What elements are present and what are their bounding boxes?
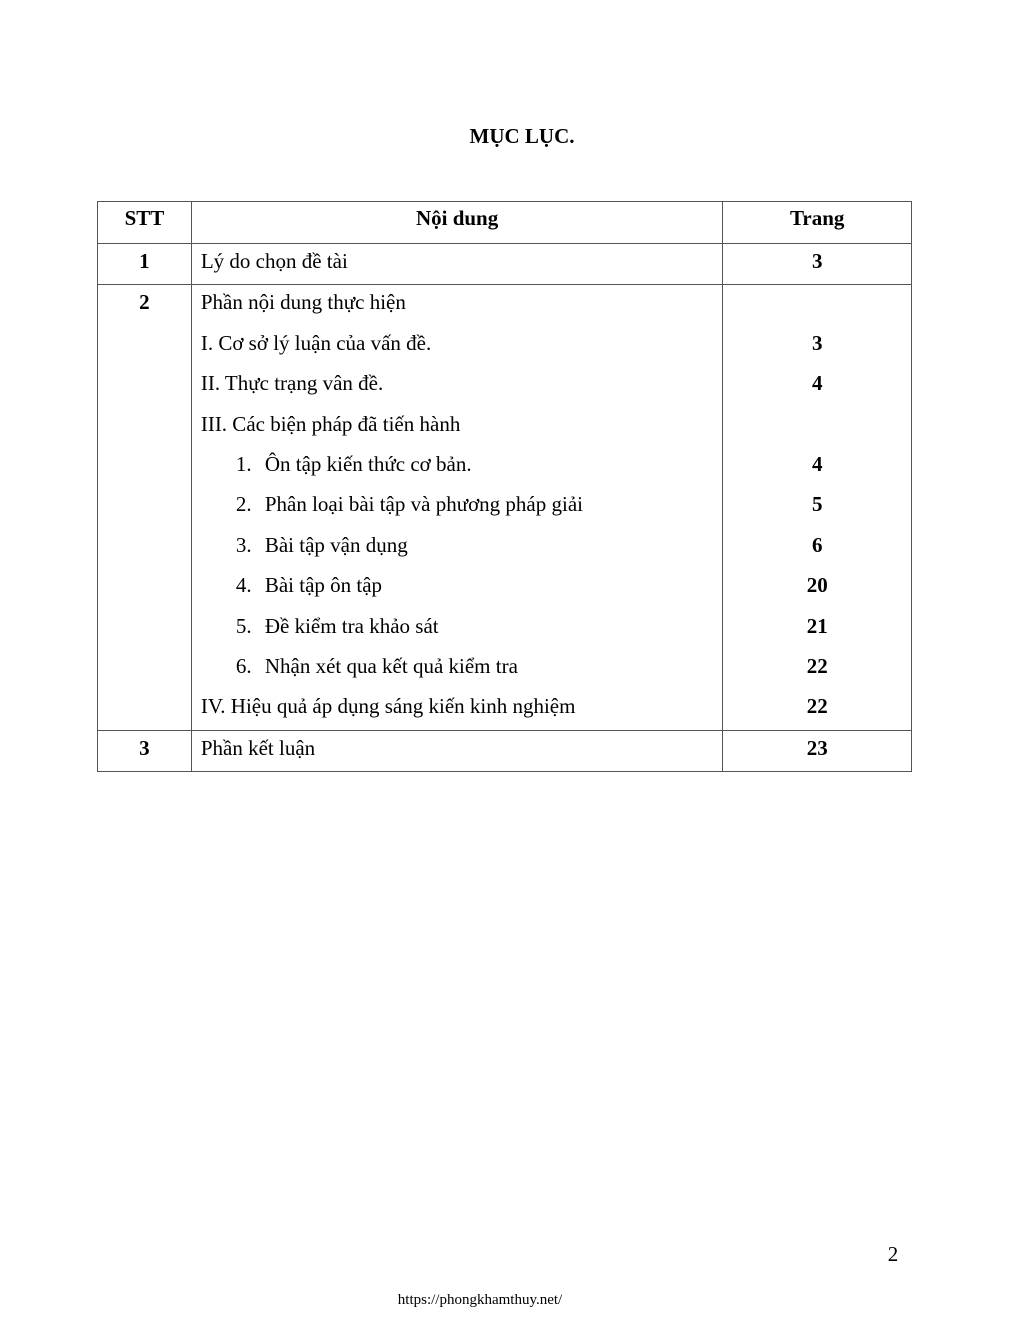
toc-page-number: 21 <box>806 613 828 638</box>
table-row <box>98 244 912 285</box>
table-of-contents <box>97 201 912 772</box>
toc-entry: Phần kết luận <box>200 735 316 760</box>
toc-page-number: 3 <box>811 330 823 355</box>
toc-page-number: 3 <box>811 249 823 273</box>
header-page: Trang <box>723 202 912 244</box>
stt-number: 1 <box>139 249 150 273</box>
subentry-number: 6. <box>235 653 252 678</box>
toc-page-number: 4 <box>811 371 823 396</box>
row-pages <box>723 285 912 730</box>
table-header-row <box>98 202 912 244</box>
subentry-number: 4. <box>235 573 252 598</box>
subentry-text: Đề kiểm tra khảo sát <box>264 613 439 638</box>
row-content <box>191 730 723 771</box>
toc-subentry <box>192 609 723 649</box>
stt-number: 2 <box>139 290 150 315</box>
row-pages <box>723 730 912 771</box>
subentry-number: 5. <box>235 613 252 638</box>
toc-entry: III. Các biện pháp đã tiến hành <box>200 411 461 436</box>
toc-entry: IV. Hiệu quả áp dụng sáng kiến kinh nghiệm <box>200 694 576 719</box>
row-content <box>191 285 723 730</box>
toc-page-number: 20 <box>806 573 828 598</box>
row-content <box>191 244 723 285</box>
header-stt: STT <box>98 202 192 244</box>
row-stt <box>98 285 192 730</box>
toc-subentry <box>192 487 723 527</box>
toc-entry: I. Cơ sở lý luận của vấn đề. <box>200 330 432 355</box>
toc-subentry <box>192 528 723 568</box>
toc-subentry <box>192 649 723 689</box>
stt-number: 3 <box>139 735 150 760</box>
toc-page-number: 22 <box>806 694 828 719</box>
toc-subentry <box>192 447 723 487</box>
subentry-number: 1. <box>235 451 252 476</box>
subentry-text: Phân loại bài tập và phương pháp giải <box>264 492 583 517</box>
toc-page-number: 22 <box>806 653 828 678</box>
toc-page-number: 5 <box>811 492 823 517</box>
subentry-number: 2. <box>235 492 252 517</box>
toc-page-number <box>723 407 911 447</box>
subentry-text: Bài tập ôn tập <box>264 573 383 598</box>
toc-entry: Lý do chọn đề tài <box>200 249 348 273</box>
toc-entry: Phần nội dung thực hiện <box>200 290 406 315</box>
subentry-text: Nhận xét qua kết quả kiểm tra <box>264 653 518 678</box>
toc-page-number: 23 <box>806 735 828 760</box>
toc-page-number <box>723 285 911 325</box>
subentry-text: Ôn tập kiến thức cơ bản. <box>264 451 472 476</box>
page-title: MỤC LỤC. <box>469 124 575 148</box>
subentry-text: Bài tập vận dụng <box>264 532 408 557</box>
toc-page-number: 4 <box>811 451 823 476</box>
toc-entry: II. Thực trạng vân đề. <box>200 371 384 396</box>
footer-url: https://phongkhamthuy.net/ <box>397 1292 563 1308</box>
row-pages <box>723 244 912 285</box>
row-stt <box>98 244 192 285</box>
page-number: 2 <box>887 1242 899 1266</box>
toc-page-number: 6 <box>811 532 823 557</box>
table-row <box>98 285 912 730</box>
table-row <box>98 730 912 771</box>
toc-subentry <box>192 568 723 608</box>
header-content: Nội dung <box>191 202 723 244</box>
row-stt <box>98 730 192 771</box>
subentry-number: 3. <box>235 532 252 557</box>
